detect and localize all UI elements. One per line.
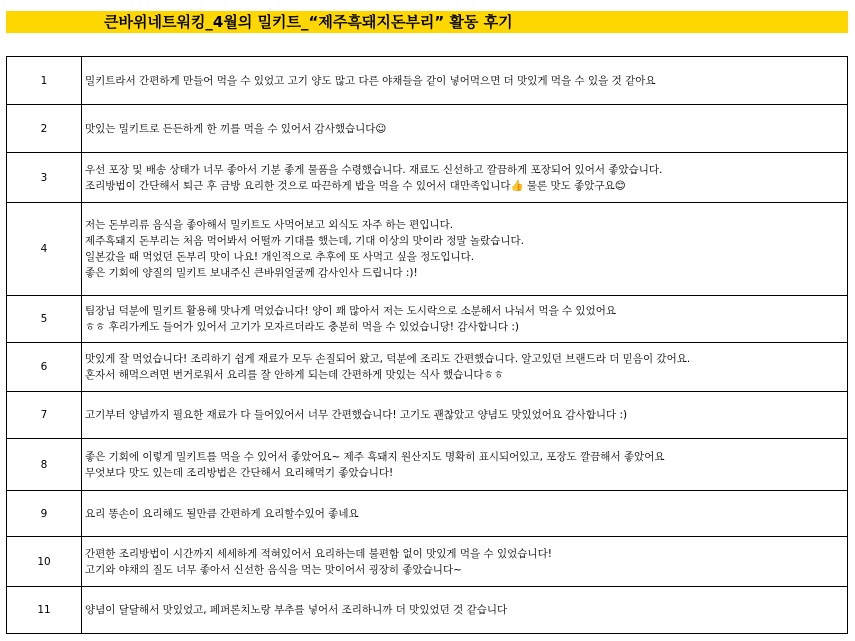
review-row — [7, 587, 848, 634]
review-text — [82, 491, 848, 537]
title-banner — [6, 11, 848, 33]
review-row — [7, 203, 848, 296]
review-text-line: 맛있는 밀키트로 든든하게 한 끼를 먹을 수 있어서 감사했습니다☺ — [85, 122, 387, 135]
review-text-line: 고기와 야채의 질도 너무 좋아서 신선한 음식을 먹는 맛이어서 굉장히 좋았습니다~ — [85, 563, 462, 576]
review-row — [7, 296, 848, 343]
review-text — [82, 105, 848, 153]
review-text-line: 양념이 달달해서 맛있었고, 페퍼론치노랑 부추를 넣어서 조리하니까 더 맛있었던 것 같습니다 — [85, 604, 508, 616]
review-text-line: 혼자서 해먹으려면 번거로워서 요리를 잘 안하게 되는데 간편하게 맛있는 식사 했습니다ㅎㅎ — [85, 369, 504, 381]
review-text-line: 조리방법이 간단해서 퇴근 후 금방 요리한 것으로 따끈하게 밥을 먹을 수 있어서 대만족입니다👍 물론 맛도 좋았구요😊 — [85, 179, 626, 192]
review-number: 4 — [7, 203, 82, 296]
review-text-line: 고기부터 양념까지 필요한 재료가 다 들어있어서 너무 간편했습니다! 고기도 괜찮았고 양념도 맛있었어요 감사합니다 :) — [85, 409, 628, 421]
review-row — [7, 439, 848, 491]
review-row — [7, 153, 848, 203]
review-text-line: 좋은 기회에 양질의 밀키트 보내주신 큰바위얼굴께 감사인사 드립니다 :)! — [85, 267, 418, 279]
review-text-line: 일본갔을 때 먹었던 돈부리 맛이 나요! 개인적으로 추후에 또 사먹고 싶을 정도입니다. — [85, 251, 475, 263]
review-text-line: 좋은 기회에 이렇게 밀키트를 먹을 수 있어서 좋았어요~ 제주 흑돼지 원산지도 명확히 표시되어있고, 포장도 깔끔해서 좋았어요 — [85, 450, 665, 463]
review-text — [82, 203, 848, 296]
review-number: 9 — [7, 491, 82, 537]
review-text — [82, 587, 848, 634]
review-text-line: 저는 돈부리류 음식을 좋아해서 밀키트도 사먹어보고 외식도 자주 하는 편입니다. — [85, 219, 454, 231]
review-number: 5 — [7, 296, 82, 343]
review-row — [7, 537, 848, 587]
review-row — [7, 491, 848, 537]
review-text — [82, 57, 848, 105]
review-row — [7, 57, 848, 105]
review-text-line: ㅎㅎ 후리가케도 들어가 있어서 고기가 모자르더라도 충분히 먹을 수 있었습니당! 감사합니다 :) — [85, 321, 519, 333]
review-text-line: 요리 똥손이 요리해도 될만큼 간편하게 요리할수있어 좋네요 — [85, 507, 359, 520]
review-text — [82, 296, 848, 343]
review-text-line: 팀장님 덕분에 밀키트 활용해 맛나게 먹었습니다! 양이 꽤 많아서 저는 도시락으로 소분해서 나눠서 먹을 수 있었어요 — [85, 305, 616, 317]
review-text-line: 제주흑돼지 돈부리는 처음 먹어봐서 어떨까 기대를 했는데, 기대 이상의 맛이라 정말 놀랐습니다. — [85, 235, 524, 247]
review-text — [82, 153, 848, 203]
review-number: 7 — [7, 392, 82, 439]
review-row — [7, 392, 848, 439]
review-text-line: 밀키트라서 간편하게 만들어 먹을 수 있었고 고기 양도 많고 다른 야채들을 같이 넣어먹으면 더 맛있게 먹을 수 있을 것 같아요 — [85, 74, 656, 87]
review-number: 8 — [7, 439, 82, 491]
review-text-line: 무엇보다 맛도 있는데 조리방법은 간단해서 요리해먹기 좋았습니다! — [85, 466, 394, 479]
review-number: 1 — [7, 57, 82, 105]
reviews-table — [6, 56, 848, 634]
review-number: 10 — [7, 537, 82, 587]
review-text — [82, 537, 848, 587]
review-row — [7, 343, 848, 392]
review-text — [82, 439, 848, 491]
page-title: 큰바위네트워킹_4월의 밀키트_“제주흑돼지돈부리” 활동 후기 — [104, 13, 513, 31]
review-row — [7, 105, 848, 153]
review-number: 6 — [7, 343, 82, 392]
review-text — [82, 392, 848, 439]
review-text-line: 간편한 조리방법이 시간까지 세세하게 적혀있어서 요리하는데 불편함 없이 맛있게 먹을 수 있었습니다! — [85, 547, 552, 560]
reviews-table-body — [7, 57, 848, 634]
review-number: 3 — [7, 153, 82, 203]
review-text-line: 우선 포장 및 배송 상태가 너무 좋아서 기분 좋게 물품을 수령했습니다. 재료도 신선하고 깔끔하게 포장되어 있어서 좋았습니다. — [85, 163, 663, 176]
review-text — [82, 343, 848, 392]
review-text-line: 맛있게 잘 먹었습니다! 조리하기 쉽게 재료가 모두 손질되어 왔고, 덕분에 조리도 간편했습니다. 알고있던 브랜드라 더 믿음이 갔어요. — [85, 353, 691, 365]
review-number: 2 — [7, 105, 82, 153]
review-number: 11 — [7, 587, 82, 634]
